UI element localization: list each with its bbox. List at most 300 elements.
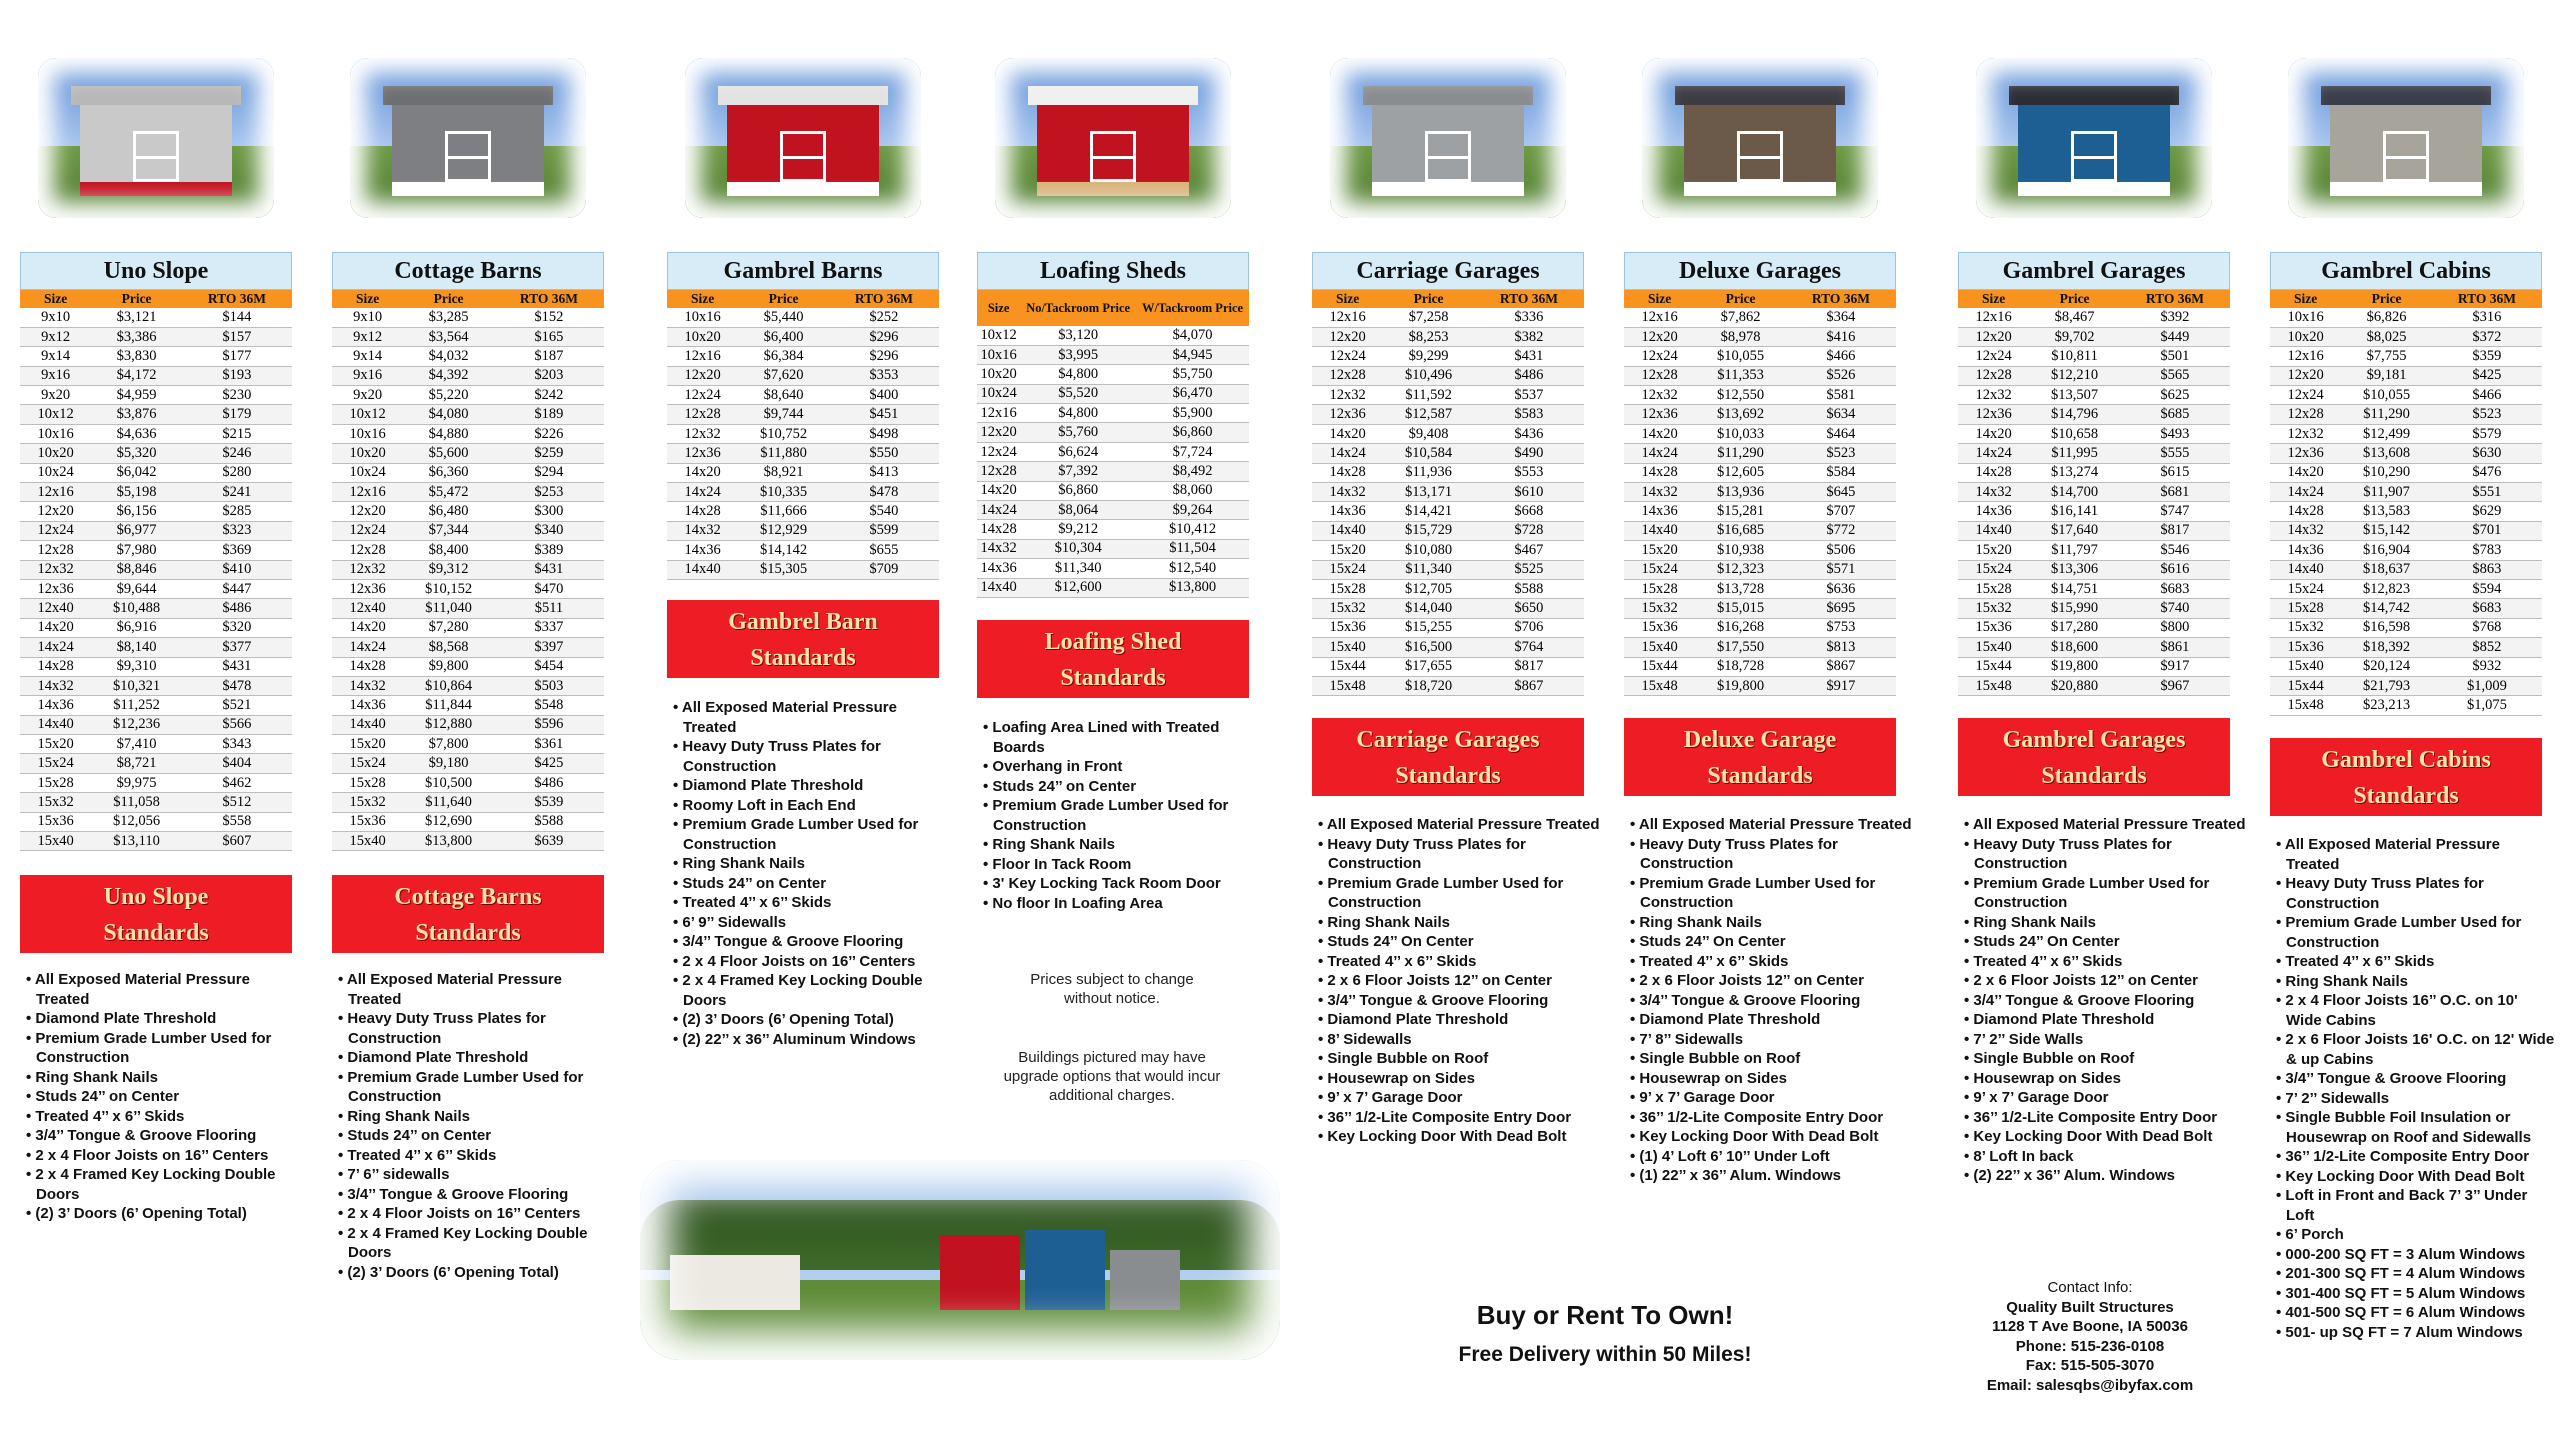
column-header: Size	[667, 290, 738, 308]
rto-cell: $179	[182, 405, 292, 424]
feature-item: • Premium Grade Lumber Used for Construction	[1630, 874, 1920, 913]
table-row	[977, 520, 1249, 539]
size-cell: 15x44	[1624, 657, 1695, 676]
feature-item: • Heavy Duty Truss Plates for Construction	[1630, 835, 1920, 874]
price-cell: $7,280	[403, 618, 494, 637]
price-cell: $3,876	[91, 405, 182, 424]
column-header: Size	[977, 290, 1020, 326]
price-table-header-row	[1624, 290, 1896, 308]
feature-item: • 2 x 4 Framed Key Locking Double Doors	[338, 1224, 598, 1263]
price-cell: $12,690	[403, 812, 494, 831]
rto-cell: $215	[182, 424, 292, 443]
rto-cell: $425	[494, 754, 604, 773]
price-cell: $3,995	[1020, 345, 1136, 364]
table-row	[332, 599, 604, 618]
deluxe-garages-features	[1630, 815, 1920, 1186]
table-row	[1624, 347, 1896, 366]
size-cell: 15x24	[332, 754, 403, 773]
rto-cell: $526	[1786, 366, 1896, 385]
table-row	[1958, 521, 2230, 540]
table-row	[1312, 424, 1584, 443]
rto-cell: $639	[494, 832, 604, 851]
feature-item: • Diamond Plate Threshold	[673, 776, 933, 796]
rto-cell: $599	[829, 521, 939, 540]
price-cell: $17,640	[2029, 521, 2120, 540]
price-cell: $10,500	[403, 773, 494, 792]
price-cell: $12,587	[1383, 405, 1474, 424]
price-cell: $10,496	[1383, 366, 1474, 385]
price-cell: $11,844	[403, 696, 494, 715]
table-row	[332, 483, 604, 502]
price-cell: $11,592	[1383, 386, 1474, 405]
price-cell: $17,655	[1383, 657, 1474, 676]
feature-item: • Premium Grade Lumber Used for Construction	[338, 1068, 598, 1107]
price-cell: $5,600	[403, 444, 494, 463]
table-row	[332, 424, 604, 443]
size-cell: 14x24	[1958, 444, 2029, 463]
column-header: Price	[2341, 290, 2432, 308]
size-cell: 15x36	[1624, 618, 1695, 637]
deluxe-garages-standards-heading	[1624, 718, 1896, 796]
feature-item: • Ring Shank Nails	[1630, 913, 1920, 933]
size-cell: 12x28	[977, 462, 1020, 481]
table-row	[2270, 502, 2542, 521]
rto-cell: $1,075	[2432, 696, 2542, 715]
rto-cell: $5,900	[1136, 404, 1249, 423]
price-table-body	[2270, 308, 2542, 715]
size-cell: 14x40	[1624, 521, 1695, 540]
table-row	[20, 696, 292, 715]
table-row	[332, 754, 604, 773]
feature-item: • (2) 3’ Doors (6’ Opening Total)	[26, 1204, 286, 1224]
size-cell: 14x36	[1312, 502, 1383, 521]
rto-cell: $242	[494, 386, 604, 405]
feature-item: • 8’ Loft In back	[1964, 1147, 2254, 1167]
feature-item: • 7’ 2’’ Sidewalls	[2276, 1089, 2556, 1109]
table-row	[667, 327, 939, 346]
size-cell: 14x20	[20, 618, 91, 637]
uno-slope-price-table	[20, 290, 292, 851]
price-cell: $11,907	[2341, 483, 2432, 502]
feature-item: • 2 x 4 Floor Joists on 16’’ Centers	[26, 1146, 286, 1166]
price-cell: $7,344	[403, 521, 494, 540]
size-cell: 15x28	[1624, 579, 1695, 598]
size-cell: 14x28	[1624, 463, 1695, 482]
rto-cell: $668	[1474, 502, 1584, 521]
table-row	[20, 483, 292, 502]
rto-cell: $817	[2120, 521, 2230, 540]
price-cell: $11,040	[403, 599, 494, 618]
feature-item: • 3/4’’ Tongue & Groove Flooring	[1630, 991, 1920, 1011]
table-row	[1624, 521, 1896, 540]
rto-cell: $11,504	[1136, 539, 1249, 558]
price-table-header	[20, 290, 292, 308]
rto-cell: $226	[494, 424, 604, 443]
feature-item: • 2 x 4 Floor Joists 16’’ O.C. on 10' Wide Cabins	[2276, 991, 2556, 1030]
rto-cell: $863	[2432, 560, 2542, 579]
table-row	[977, 365, 1249, 384]
feature-item: • 9’ x 7’ Garage Door	[1318, 1088, 1608, 1108]
table-row	[332, 579, 604, 598]
rto-cell: $389	[494, 541, 604, 560]
table-row	[1624, 424, 1896, 443]
rto-cell: $413	[829, 463, 939, 482]
size-cell: 10x16	[977, 345, 1020, 364]
rto-cell: $462	[182, 773, 292, 792]
rto-cell: $280	[182, 463, 292, 482]
size-cell: 12x28	[1624, 366, 1695, 385]
feature-item: • 3' Key Locking Tack Room Door	[983, 874, 1243, 894]
price-cell: $6,977	[91, 521, 182, 540]
feature-item: • Single Bubble on Roof	[1318, 1049, 1608, 1069]
table-row	[1958, 366, 2230, 385]
feature-item: • Premium Grade Lumber Used for Construction	[983, 796, 1243, 835]
rto-cell: $867	[1786, 657, 1896, 676]
price-cell: $9,312	[403, 560, 494, 579]
photo-fade	[995, 58, 1231, 218]
column-header: Price	[1695, 290, 1786, 308]
price-cell: $13,507	[2029, 386, 2120, 405]
cottage-barns-title: Cottage Barns	[332, 252, 604, 290]
rto-cell: $555	[2120, 444, 2230, 463]
feature-item: • Key Locking Door With Dead Bolt	[1964, 1127, 2254, 1147]
size-cell: 14x20	[667, 463, 738, 482]
feature-item: • Premium Grade Lumber Used for Construction	[673, 815, 933, 854]
price-cell: $16,141	[2029, 502, 2120, 521]
table-row	[1312, 502, 1584, 521]
size-cell: 12x32	[1958, 386, 2029, 405]
column-header: Price	[1383, 290, 1474, 308]
rto-cell: $645	[1786, 483, 1896, 502]
price-cell: $14,751	[2029, 579, 2120, 598]
rto-cell: $629	[2432, 502, 2542, 521]
feature-item: • 3/4’’ Tongue & Groove Flooring	[1964, 991, 2254, 1011]
feature-item: • Key Locking Door With Dead Bolt	[1318, 1127, 1608, 1147]
size-cell: 12x20	[332, 502, 403, 521]
rto-cell: $4,945	[1136, 345, 1249, 364]
price-cell: $16,500	[1383, 638, 1474, 657]
price-cell: $12,236	[91, 715, 182, 734]
contact-phone: Phone: 515-236-0108	[2015, 1337, 2165, 1355]
size-cell: 15x40	[2270, 657, 2341, 676]
price-table-body	[1958, 308, 2230, 696]
standards-heading-line: Standards	[750, 645, 856, 671]
table-row	[667, 483, 939, 502]
size-cell: 14x40	[2270, 560, 2341, 579]
table-row	[20, 347, 292, 366]
lot-photo-fade	[640, 1160, 1280, 1360]
size-cell: 15x48	[1624, 676, 1695, 695]
size-cell: 15x28	[2270, 599, 2341, 618]
price-cell: $4,800	[1020, 365, 1136, 384]
size-cell: 12x20	[977, 423, 1020, 442]
size-cell: 15x28	[332, 773, 403, 792]
table-row	[1624, 618, 1896, 637]
price-cell: $5,472	[403, 483, 494, 502]
size-cell: 15x28	[1312, 579, 1383, 598]
contact-heading: Contact Info:	[2047, 1279, 2133, 1296]
table-row	[1312, 366, 1584, 385]
price-cell: $11,666	[738, 502, 829, 521]
feature-item: • Studs 24’’ on Center	[338, 1126, 598, 1146]
rto-cell: $300	[494, 502, 604, 521]
size-cell: 12x32	[667, 424, 738, 443]
size-cell: 14x24	[1624, 444, 1695, 463]
rto-cell: $431	[494, 560, 604, 579]
price-cell: $10,304	[1020, 539, 1136, 558]
price-table-body	[1312, 308, 1584, 696]
cottage-barns-features	[338, 970, 598, 1282]
price-cell: $15,990	[2029, 599, 2120, 618]
size-cell: 14x24	[332, 638, 403, 657]
table-row	[2270, 657, 2542, 676]
price-cell: $3,120	[1020, 326, 1136, 345]
price-cell: $11,340	[1383, 560, 1474, 579]
size-cell: 9x10	[332, 308, 403, 327]
table-row	[1624, 638, 1896, 657]
carriage-garages-features	[1318, 815, 1608, 1147]
price-cell: $10,811	[2029, 347, 2120, 366]
price-cell: $8,978	[1695, 327, 1786, 346]
table-row	[667, 541, 939, 560]
feature-item: • 401-500 SQ FT = 6 Alum Windows	[2276, 1303, 2556, 1323]
table-row	[2270, 638, 2542, 657]
size-cell: 15x32	[1624, 599, 1695, 618]
feature-item: • Treated 4’’ x 6’’ Skids	[1630, 952, 1920, 972]
product-column-uno-slope	[20, 0, 292, 1440]
price-cell: $10,938	[1695, 541, 1786, 560]
size-cell: 12x16	[1624, 308, 1695, 327]
rto-cell: $861	[2120, 638, 2230, 657]
rto-cell: $501	[2120, 347, 2230, 366]
rto-cell: $772	[1786, 521, 1896, 540]
size-cell: 12x28	[1958, 366, 2029, 385]
size-cell: 15x24	[2270, 579, 2341, 598]
price-cell: $13,800	[403, 832, 494, 851]
rto-cell: $5,750	[1136, 365, 1249, 384]
table-row	[20, 618, 292, 637]
table-row	[332, 715, 604, 734]
table-row	[1958, 579, 2230, 598]
size-cell: 15x44	[1958, 657, 2029, 676]
standards-heading-line: Standards	[415, 920, 521, 946]
feature-item: • 36’’ 1/2-Lite Composite Entry Door	[1630, 1108, 1920, 1128]
size-cell: 14x24	[977, 501, 1020, 520]
size-cell: 12x36	[1958, 405, 2029, 424]
standards-heading-line: Standards	[1395, 763, 1501, 789]
column-header: RTO 36M	[1474, 290, 1584, 308]
rto-cell: $615	[2120, 463, 2230, 482]
price-cell: $11,995	[2029, 444, 2120, 463]
price-cell: $3,564	[403, 327, 494, 346]
size-cell: 14x32	[332, 676, 403, 695]
table-row	[20, 444, 292, 463]
feature-item: • Housewrap on Sides	[1964, 1069, 2254, 1089]
size-cell: 10x16	[2270, 308, 2341, 327]
price-cell: $9,212	[1020, 520, 1136, 539]
feature-item: • Diamond Plate Threshold	[338, 1048, 598, 1068]
rto-cell: $436	[1474, 424, 1584, 443]
size-cell: 10x16	[332, 424, 403, 443]
price-table-header	[332, 290, 604, 308]
rto-cell: $189	[494, 405, 604, 424]
size-cell: 12x28	[2270, 405, 2341, 424]
size-cell: 10x12	[977, 326, 1020, 345]
size-cell: 15x32	[2270, 618, 2341, 637]
size-cell: 14x40	[332, 715, 403, 734]
price-cell: $4,172	[91, 366, 182, 385]
size-cell: 14x32	[667, 521, 738, 540]
rto-cell: $152	[494, 308, 604, 327]
size-cell: 9x14	[20, 347, 91, 366]
price-cell: $17,280	[2029, 618, 2120, 637]
price-cell: $12,823	[2341, 579, 2432, 598]
price-cell: $12,499	[2341, 424, 2432, 443]
feature-item: • 000-200 SQ FT = 3 Alum Windows	[2276, 1245, 2556, 1265]
table-row	[977, 345, 1249, 364]
rto-cell: $285	[182, 502, 292, 521]
price-cell: $3,830	[91, 347, 182, 366]
gambrel-cabins-title: Gambrel Cabins	[2270, 252, 2542, 290]
size-cell: 14x40	[667, 560, 738, 579]
column-header: Price	[403, 290, 494, 308]
price-cell: $11,058	[91, 793, 182, 812]
price-cell: $3,285	[403, 308, 494, 327]
price-cell: $17,550	[1695, 638, 1786, 657]
carriage-garages-photo	[1330, 58, 1566, 218]
price-cell: $6,860	[1020, 481, 1136, 500]
size-cell: 14x40	[1958, 521, 2029, 540]
table-row	[1958, 502, 2230, 521]
table-row	[332, 327, 604, 346]
table-row	[2270, 541, 2542, 560]
rto-cell: $13,800	[1136, 578, 1249, 597]
size-cell: 12x36	[332, 579, 403, 598]
product-column-gambrel-cabins	[2270, 0, 2555, 1440]
price-cell: $20,880	[2029, 676, 2120, 695]
table-row	[1624, 579, 1896, 598]
rto-cell: $369	[182, 541, 292, 560]
price-cell: $6,826	[2341, 308, 2432, 327]
size-cell: 15x24	[1958, 560, 2029, 579]
price-cell: $4,636	[91, 424, 182, 443]
table-row	[20, 793, 292, 812]
size-cell: 15x20	[1312, 541, 1383, 560]
price-cell: $8,568	[403, 638, 494, 657]
standards-heading-line: Gambrel Barn	[728, 609, 878, 635]
table-row	[332, 308, 604, 327]
rto-cell: $486	[494, 773, 604, 792]
rto-cell: $252	[829, 308, 939, 327]
rto-cell: $466	[1786, 347, 1896, 366]
rto-cell: $193	[182, 366, 292, 385]
table-row	[332, 657, 604, 676]
rto-cell: $932	[2432, 657, 2542, 676]
table-row	[977, 326, 1249, 345]
table-row	[1958, 599, 2230, 618]
table-row	[1312, 560, 1584, 579]
price-cell: $8,253	[1383, 327, 1474, 346]
table-row	[332, 405, 604, 424]
price-cell: $6,624	[1020, 442, 1136, 461]
table-row	[1312, 463, 1584, 482]
table-row	[1624, 463, 1896, 482]
table-row	[1624, 444, 1896, 463]
rto-cell: $768	[2432, 618, 2542, 637]
prices-notice: Prices subject to change without notice.	[1030, 971, 1194, 1007]
price-cell: $4,959	[91, 386, 182, 405]
feature-item: • Treated 4’’ x 6’’ Skids	[1964, 952, 2254, 972]
rto-cell: $246	[182, 444, 292, 463]
size-cell: 15x36	[1312, 618, 1383, 637]
size-cell: 9x20	[20, 386, 91, 405]
size-cell: 10x16	[667, 308, 738, 327]
size-cell: 15x36	[2270, 638, 2341, 657]
size-cell: 14x40	[977, 578, 1020, 597]
table-row	[20, 676, 292, 695]
price-cell: $15,142	[2341, 521, 2432, 540]
size-cell: 15x40	[1624, 638, 1695, 657]
feature-item: • Premium Grade Lumber Used for Construction	[26, 1029, 286, 1068]
table-row	[20, 735, 292, 754]
rto-cell: $506	[1786, 541, 1896, 560]
size-cell: 9x16	[20, 366, 91, 385]
size-cell: 15x48	[1958, 676, 2029, 695]
contact-email[interactable]: Email: salesqbs@ibyfax.com	[1986, 1376, 2194, 1394]
table-row	[332, 541, 604, 560]
size-cell: 12x36	[1312, 405, 1383, 424]
size-cell: 12x24	[1312, 347, 1383, 366]
size-cell: 12x24	[20, 521, 91, 540]
table-row	[977, 578, 1249, 597]
table-row	[20, 366, 292, 385]
rto-cell: $177	[182, 347, 292, 366]
rto-cell: $416	[1786, 327, 1896, 346]
rto-cell: $967	[2120, 676, 2230, 695]
rto-cell: $630	[2432, 444, 2542, 463]
rto-cell: $616	[2120, 560, 2230, 579]
column-header: RTO 36M	[494, 290, 604, 308]
rto-cell: $539	[494, 793, 604, 812]
size-cell: 15x40	[20, 832, 91, 851]
feature-item: • Floor In Tack Room	[983, 855, 1243, 875]
feature-item: • Single Bubble on Roof	[1630, 1049, 1920, 1069]
rto-cell: $701	[2432, 521, 2542, 540]
photo-fade	[38, 58, 274, 218]
feature-item: • 3/4’’ Tongue & Groove Flooring	[338, 1185, 598, 1205]
rto-cell: $493	[2120, 424, 2230, 443]
price-table-body	[977, 326, 1249, 597]
table-row	[2270, 676, 2542, 695]
size-cell: 15x20	[1958, 541, 2029, 560]
size-cell: 12x20	[1312, 327, 1383, 346]
price-table-body	[667, 308, 939, 579]
table-row	[332, 521, 604, 540]
feature-item: • Housewrap on Sides	[1318, 1069, 1608, 1089]
rto-cell: $294	[494, 463, 604, 482]
table-row	[20, 521, 292, 540]
feature-item: • (1) 22’’ x 36’’ Alum. Windows	[1630, 1166, 1920, 1186]
photo-fade	[350, 58, 586, 218]
feature-item: • Studs 24’’ On Center	[1318, 932, 1608, 952]
table-row	[977, 384, 1249, 403]
table-row	[1624, 502, 1896, 521]
size-cell: 12x36	[667, 444, 738, 463]
price-cell: $10,488	[91, 599, 182, 618]
price-table-header	[1312, 290, 1584, 308]
rto-cell: $498	[829, 424, 939, 443]
rto-cell: $581	[1786, 386, 1896, 405]
